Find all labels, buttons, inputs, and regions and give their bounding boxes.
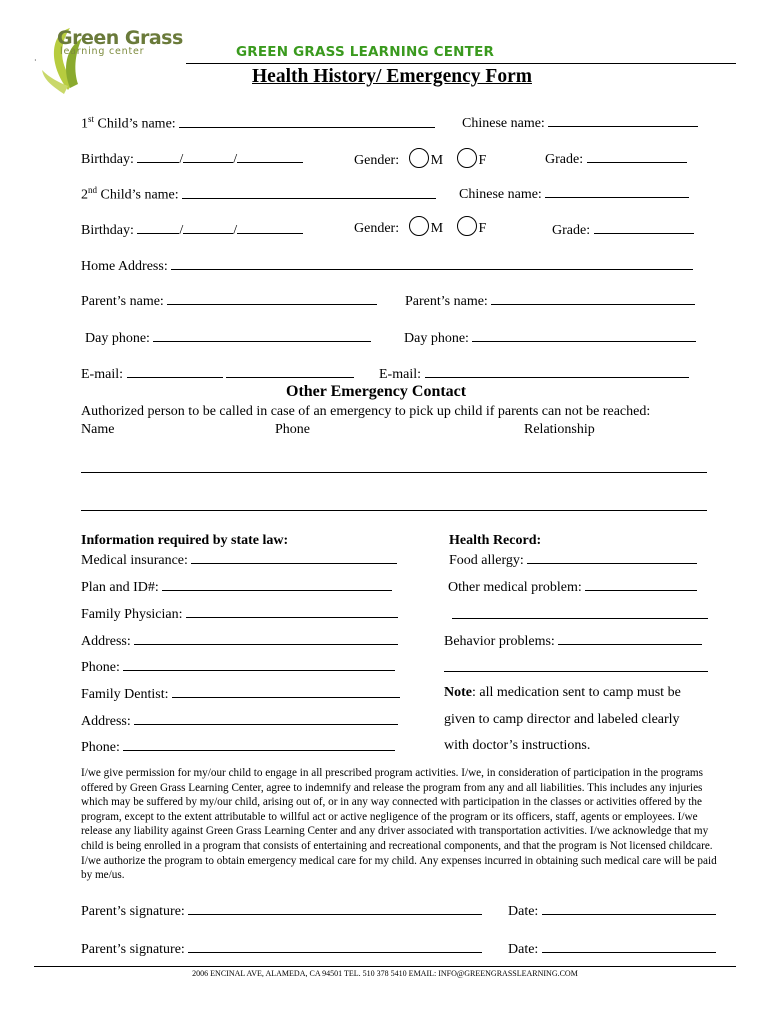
child1-bday-month[interactable] — [137, 150, 179, 163]
child2-birthday-row: Birthday: / / — [81, 221, 303, 239]
state-law-heading: Information required by state law: — [81, 533, 289, 548]
emergency-instruction: Authorized person to be called in case of an emergency to pick up child if parents can not be reached: — [81, 404, 651, 419]
footer-rule — [34, 966, 736, 967]
family-physician-row: Family Physician: — [81, 605, 398, 623]
center-name: GREEN GRASS LEARNING CENTER — [236, 44, 495, 60]
dot-mark: · — [34, 56, 37, 65]
parent1-phone-field[interactable] — [153, 329, 371, 342]
parent-signature-row-2: Parent’s signature: — [81, 940, 482, 958]
emergency-col-name: Name — [81, 422, 115, 437]
parent2-phone-field[interactable] — [472, 329, 696, 342]
parent-signature-row-1: Parent’s signature: — [81, 902, 482, 920]
parent2-name-row: Parent’s name: — [405, 292, 695, 310]
emergency-col-relationship: Relationship — [524, 422, 595, 437]
food-allergy-field[interactable] — [527, 551, 697, 564]
child2-chinese-row: Chinese name: — [459, 185, 689, 203]
child2-grade-row: Grade: — [552, 221, 694, 239]
parent1-email-field-b[interactable] — [226, 365, 354, 378]
parent1-name-row: Parent’s name: — [81, 292, 377, 310]
medication-note-1: Note: all medication sent to camp must be — [444, 685, 681, 700]
behavior-row: Behavior problems: — [444, 632, 702, 650]
parent2-email-field[interactable] — [425, 365, 689, 378]
date-row-2: Date: — [508, 940, 716, 958]
dentist-phone-field[interactable] — [123, 738, 395, 751]
emergency-col-phone: Phone — [275, 422, 310, 437]
parent1-email-field-a[interactable] — [127, 365, 223, 378]
parent1-phone-row: Day phone: — [85, 329, 371, 347]
child2-name-field[interactable] — [182, 186, 436, 199]
child1-name-field[interactable] — [179, 115, 435, 128]
family-physician-field[interactable] — [186, 605, 398, 618]
other-medical-line-2[interactable] — [452, 618, 708, 619]
food-allergy-row: Food allergy: — [449, 551, 697, 569]
child2-bday-day[interactable] — [183, 221, 233, 234]
child2-name-row: 2nd Child’s name: — [81, 185, 436, 204]
parent1-email-row: E-mail: — [81, 365, 354, 383]
child2-grade-field[interactable] — [594, 221, 694, 234]
parent-signature-field-1[interactable] — [188, 902, 482, 915]
dentist-address-field[interactable] — [134, 712, 398, 725]
child1-chinese-field[interactable] — [548, 114, 698, 127]
child2-bday-month[interactable] — [137, 221, 179, 234]
emergency-contact-line-1[interactable] — [81, 472, 707, 473]
emergency-title: Other Emergency Contact — [286, 383, 467, 400]
parent1-name-field[interactable] — [167, 292, 377, 305]
child1-grade-field[interactable] — [587, 150, 687, 163]
child1-gender-f-radio[interactable] — [457, 148, 477, 168]
form-title: Health History/ Emergency Form — [252, 66, 532, 87]
child2-gender-f-radio[interactable] — [457, 216, 477, 236]
parent2-name-field[interactable] — [491, 292, 695, 305]
child1-grade-row: Grade: — [545, 150, 687, 168]
child1-bday-day[interactable] — [183, 150, 233, 163]
physician-phone-field[interactable] — [123, 658, 395, 671]
child1-gender-row: Gender: M F — [354, 148, 486, 169]
child2-gender-m-radio[interactable] — [409, 216, 429, 236]
family-dentist-row: Family Dentist: — [81, 685, 400, 703]
child1-gender-m-radio[interactable] — [409, 148, 429, 168]
physician-address-field[interactable] — [134, 632, 398, 645]
health-record-heading: Health Record: — [449, 533, 542, 548]
emergency-contact-line-2[interactable] — [81, 510, 707, 511]
behavior-line-2[interactable] — [444, 671, 708, 672]
medical-insurance-row: Medical insurance: — [81, 551, 397, 569]
behavior-field[interactable] — [558, 632, 702, 645]
permission-paragraph: I/we give permission for my/our child to engage in all prescribed program activities. I/we, in consideration of participation in the programs offered by Green Grass Learning Center, agree to indemnify and release the program from any and all liabilities. This includes any injuries which may be suffered by my/our child, arising out of, or in any way connected with participation in the classes or activities offered by the program, except to the extent attributable to willful act or active negligence of the program or its officers, staff, agents or employees. I/we release any liability against Green Grass Learning Center and any driver associated with transportation activities. I/we acknowledge that my child is being enrolled in a program that consists of entertaining and recreational components, and that the program is Not licensed childcare. I/we authorize the program to obtain emergency medical care for my child. Any expenses incurred in obtaining such medical care will be paid by me/us. — [81, 767, 717, 882]
medical-insurance-field[interactable] — [191, 551, 397, 564]
plan-id-field[interactable] — [162, 578, 392, 591]
child1-name-row: 1st Child’s name: — [81, 114, 435, 133]
physician-address-row: Address: — [81, 632, 398, 650]
child1-birthday-row: Birthday: / / — [81, 150, 303, 168]
medication-note-3: with doctor’s instructions. — [444, 738, 591, 753]
date-row-1: Date: — [508, 902, 716, 920]
parent-signature-field-2[interactable] — [188, 940, 482, 953]
parent2-phone-row: Day phone: — [404, 329, 696, 347]
plan-id-row: Plan and ID#: — [81, 578, 392, 596]
date-field-2[interactable] — [542, 940, 716, 953]
medication-note-2: given to camp director and labeled clearly — [444, 712, 680, 727]
child2-bday-year[interactable] — [237, 221, 303, 234]
home-address-field[interactable] — [171, 257, 693, 270]
home-address-row: Home Address: — [81, 257, 693, 275]
physician-phone-row: Phone: — [81, 658, 395, 676]
dentist-address-row: Address: — [81, 712, 398, 730]
dentist-phone-row: Phone: — [81, 738, 395, 756]
family-dentist-field[interactable] — [172, 685, 400, 698]
date-field-1[interactable] — [542, 902, 716, 915]
logo-text: Green Grass — [57, 27, 183, 49]
header-rule — [186, 63, 736, 64]
other-medical-row: Other medical problem: — [448, 578, 697, 596]
footer-address: 2006 ENCINAL AVE, ALAMEDA, CA 94501 TEL. 510 378 5410 EMAIL: INFO@GREENGRASSLEARNING.COM — [192, 969, 578, 978]
child2-gender-row: Gender: M F — [354, 216, 486, 237]
parent2-email-row: E-mail: — [379, 365, 689, 383]
child1-bday-year[interactable] — [237, 150, 303, 163]
child2-chinese-field[interactable] — [545, 185, 689, 198]
other-medical-field[interactable] — [585, 578, 697, 591]
child1-chinese-row: Chinese name: — [462, 114, 698, 132]
logo-subtext: learning center — [60, 46, 145, 57]
